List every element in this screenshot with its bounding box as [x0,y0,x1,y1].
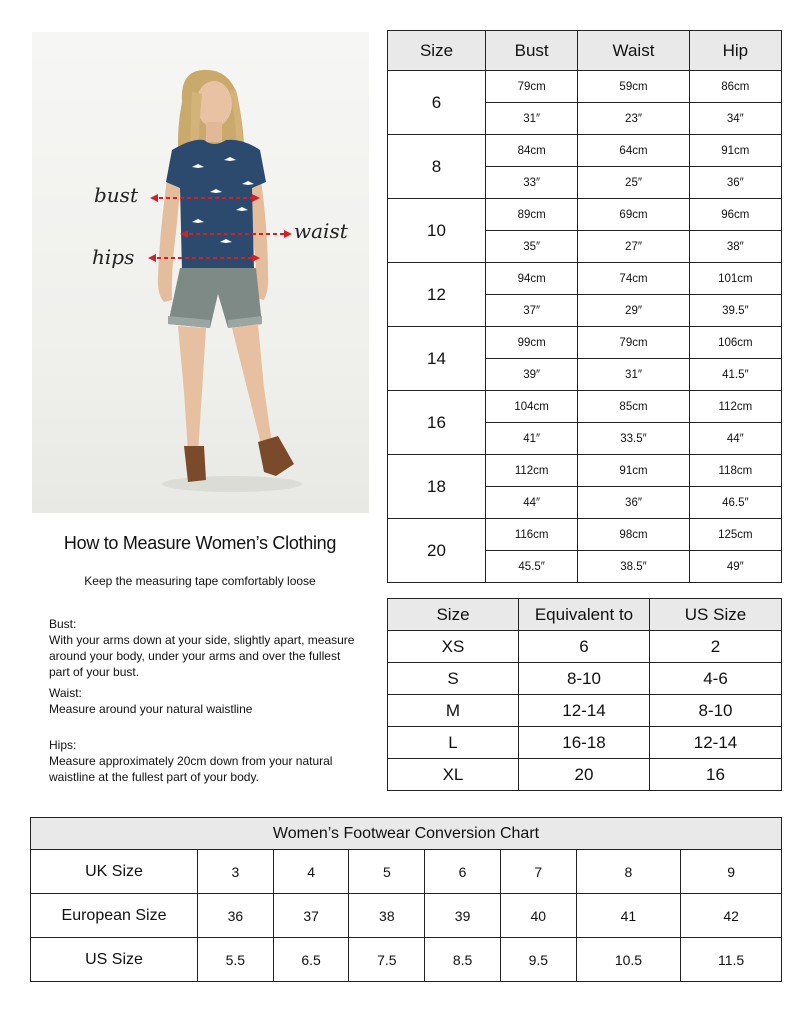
footwear-size-cell: 4 [273,850,349,894]
size-row-cm [388,263,782,295]
measure-cm-cell: 106cm [689,327,781,359]
equivalent-cell: 8-10 [650,695,782,727]
measure-inch-cell: 39″ [486,359,578,391]
measure-inch-cell: 27″ [578,231,689,263]
equivalent-row [388,727,782,759]
measure-inch-cell: 33.5″ [578,423,689,455]
waist-label: waist [294,219,348,243]
measure-inch-cell: 36″ [578,487,689,519]
size-chart-header: Waist [578,31,689,71]
equivalent-cell: 12-14 [650,727,782,759]
size-row-cm [388,391,782,423]
measure-inch-cell: 49″ [689,551,781,583]
footwear-size-cell: 37 [273,894,349,938]
size-chart-header: Size [388,31,486,71]
footwear-size-cell: 38 [349,894,425,938]
footwear-size-cell: 6.5 [273,938,349,982]
measure-inch-cell: 45.5″ [486,551,578,583]
measure-cm-cell: 85cm [578,391,689,423]
footwear-conversion-chart [30,817,782,982]
measure-inch-cell: 41″ [486,423,578,455]
size-chart-header-row [388,31,782,71]
equivalent-header: Equivalent to [519,599,650,631]
measure-inch-cell: 35″ [486,231,578,263]
footwear-size-cell: 7 [500,850,576,894]
size-cell: 14 [388,327,486,391]
equivalent-cell: XS [388,631,519,663]
model-photo [32,32,369,513]
footwear-body [31,850,782,982]
size-cell: 6 [388,71,486,135]
measure-cm-cell: 74cm [578,263,689,295]
equivalent-cell: 20 [519,759,650,791]
equivalent-cell: 16 [650,759,782,791]
measure-cm-cell: 94cm [486,263,578,295]
measure-inch-cell: 41.5″ [689,359,781,391]
measure-inch-cell: 44″ [689,423,781,455]
equivalent-cell: M [388,695,519,727]
how-to-measure-title: How to Measure Women’s Clothing [63,533,337,553]
size-equivalent-table [387,598,782,791]
size-cell: 16 [388,391,486,455]
measure-inch-cell: 46.5″ [689,487,781,519]
equivalent-cell: XL [388,759,519,791]
footwear-row-label: UK Size [31,850,198,894]
measure-cm-cell: 116cm [486,519,578,551]
measure-cm-cell: 101cm [689,263,781,295]
equivalent-cell: 4-6 [650,663,782,695]
equivalent-cell: 2 [650,631,782,663]
size-chart-body [388,71,782,583]
footwear-size-cell: 41 [576,894,681,938]
equivalent-cell: 6 [519,631,650,663]
footwear-row-label: European Size [31,894,198,938]
equivalent-row [388,695,782,727]
measure-cm-cell: 91cm [578,455,689,487]
footwear-size-cell: 11.5 [681,938,782,982]
size-cell: 8 [388,135,486,199]
footwear-size-cell: 5 [349,850,425,894]
footwear-size-cell: 7.5 [349,938,425,982]
footwear-row [31,894,782,938]
measure-cm-cell: 99cm [486,327,578,359]
size-row-cm [388,71,782,103]
size-cell: 10 [388,199,486,263]
size-chart-header: Bust [486,31,578,71]
measure-inch-cell: 44″ [486,487,578,519]
size-cell: 18 [388,455,486,519]
equivalent-cell: 8-10 [519,663,650,695]
womens-size-chart [387,30,782,583]
measure-inch-cell: 37″ [486,295,578,327]
equivalent-header-row [388,599,782,631]
measure-inch-cell: 38.5″ [578,551,689,583]
measure-cm-cell: 64cm [578,135,689,167]
footwear-size-cell: 9 [681,850,782,894]
measure-inch-cell: 31″ [486,103,578,135]
footwear-size-cell: 8 [576,850,681,894]
footwear-size-cell: 3 [198,850,274,894]
measure-inch-cell: 33″ [486,167,578,199]
size-row-cm [388,135,782,167]
measure-cm-cell: 69cm [578,199,689,231]
measure-inch-cell: 36″ [689,167,781,199]
size-row-cm [388,327,782,359]
footwear-size-cell: 9.5 [500,938,576,982]
measure-cm-cell: 125cm [689,519,781,551]
measure-cm-cell: 59cm [578,71,689,103]
measure-cm-cell: 89cm [486,199,578,231]
size-cell: 20 [388,519,486,583]
bust-heading: Bust: [49,617,77,631]
size-row-cm [388,519,782,551]
measure-inch-cell: 38″ [689,231,781,263]
footwear-size-cell: 40 [500,894,576,938]
hips-label: hips [92,245,135,269]
equivalent-header: Size [388,599,519,631]
equivalent-row [388,759,782,791]
equivalent-cell: 12-14 [519,695,650,727]
measure-inch-cell: 23″ [578,103,689,135]
equivalent-cell: 16-18 [519,727,650,759]
measure-cm-cell: 86cm [689,71,781,103]
footwear-size-cell: 39 [425,894,501,938]
hips-instructions [49,737,359,785]
measure-inch-cell: 39.5″ [689,295,781,327]
footwear-row [31,938,782,982]
size-cell: 12 [388,263,486,327]
waist-heading: Waist: [49,686,82,700]
measure-cm-cell: 91cm [689,135,781,167]
bust-label: bust [94,183,138,207]
footwear-size-cell: 10.5 [576,938,681,982]
size-chart-header: Hip [689,31,781,71]
measure-cm-cell: 112cm [689,391,781,423]
measure-inch-cell: 25″ [578,167,689,199]
footwear-size-cell: 6 [425,850,501,894]
footwear-title: Women’s Footwear Conversion Chart [31,818,782,850]
how-to-measure-subtitle: Keep the measuring tape comfortably loose [84,574,316,588]
measure-cm-cell: 79cm [486,71,578,103]
waist-text: Measure around your natural waistline [49,702,253,716]
equivalent-cell: L [388,727,519,759]
bust-instructions [49,616,359,680]
measure-inch-cell: 31″ [578,359,689,391]
size-row-cm [388,455,782,487]
hips-text: Measure approximately 20cm down from your natural waistline at the fullest part of your body. [49,754,333,784]
bust-text: With your arms down at your side, slightly apart, measure around your body, under your arms and over the fullest part of your bust. [49,633,355,679]
measure-cm-cell: 112cm [486,455,578,487]
equivalent-row [388,631,782,663]
footwear-size-cell: 8.5 [425,938,501,982]
footwear-size-cell: 42 [681,894,782,938]
hips-heading: Hips: [49,738,77,752]
measure-cm-cell: 98cm [578,519,689,551]
size-row-cm [388,199,782,231]
measure-inch-cell: 29″ [578,295,689,327]
equivalent-header: US Size [650,599,782,631]
measure-cm-cell: 118cm [689,455,781,487]
equivalent-body [388,631,782,791]
footwear-size-cell: 5.5 [198,938,274,982]
footwear-size-cell: 36 [198,894,274,938]
measure-cm-cell: 79cm [578,327,689,359]
equivalent-row [388,663,782,695]
measure-cm-cell: 96cm [689,199,781,231]
measure-cm-cell: 84cm [486,135,578,167]
measure-cm-cell: 104cm [486,391,578,423]
equivalent-cell: S [388,663,519,695]
measure-inch-cell: 34″ [689,103,781,135]
waist-instructions [49,685,359,717]
footwear-row [31,850,782,894]
footwear-row-label: US Size [31,938,198,982]
model-illustration [32,32,369,513]
